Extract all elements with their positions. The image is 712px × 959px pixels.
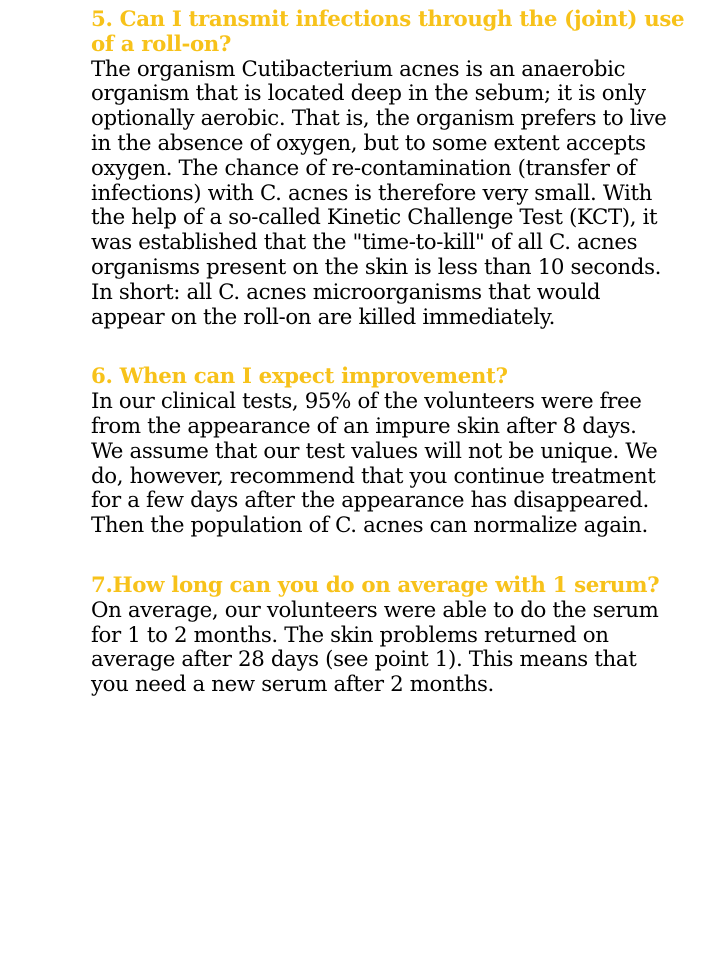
faq-answer-line: In short: all C. acnes microorganisms that would: [91, 279, 601, 305]
faq-answer: [91, 390, 706, 539]
faq-question: [91, 8, 706, 58]
faq-answer-line: average after 28 days (see point 1). This means that: [91, 647, 637, 673]
faq-answer-line: In our clinical tests, 95% of the volunteers were free: [91, 389, 642, 415]
faq-answer-line: for a few days after the appearance has disappeared.: [91, 488, 649, 514]
faq-question-line: 6. When can I expect improvement?: [91, 364, 508, 390]
faq-question-line: 5. Can I transmit infections through the (joint) use: [91, 7, 685, 32]
faq-answer-line: in the absence of oxygen, but to some extent accepts: [91, 130, 646, 156]
faq-answer: [91, 58, 706, 331]
faq-answer: [91, 599, 706, 698]
faq-answer-line: organisms present on the skin is less than 10 seconds.: [91, 254, 662, 280]
faq-answer-line: do, however, recommend that you continue treatment: [91, 463, 656, 489]
faq-question: [91, 365, 706, 390]
faq-answer-line: infections) with C. acnes is therefore very small. With: [91, 180, 653, 206]
faq-answer-line: optionally aerobic. That is, the organism prefers to live: [91, 106, 667, 132]
faq-answer-line: the help of a so-called Kinetic Challenge Test (KCT), it: [91, 205, 658, 231]
faq-answer-line: On average, our volunteers were able to do the serum: [91, 597, 659, 623]
faq-answer-line: The organism Cutibacterium acnes is an anaerobic: [91, 56, 626, 82]
faq-answer-line: We assume that our test values will not be unique. We: [91, 438, 658, 464]
faq-answer-line: was established that the "time-to-kill" of all C. acnes: [91, 230, 638, 256]
faq-question-line: 7.How long can you do on average with 1 serum?: [91, 572, 660, 598]
faq-answer-line: oxygen. The chance of re-contamination (transfer of: [91, 155, 636, 181]
faq-item-6: [91, 365, 706, 539]
faq-question: [91, 574, 706, 599]
faq-item-5: [91, 8, 706, 330]
faq-answer-line: for 1 to 2 months. The skin problems returned on: [91, 622, 609, 648]
faq-document: [91, 8, 706, 733]
faq-answer-line: Then the population of C. acnes can normalize again.: [91, 513, 648, 539]
faq-question-line: of a roll-on?: [91, 31, 232, 57]
faq-answer-line: from the appearance of an impure skin after 8 days.: [91, 413, 637, 439]
faq-answer-line: appear on the roll-on are killed immediately.: [91, 304, 556, 330]
faq-answer-line: you need a new serum after 2 months.: [91, 672, 494, 698]
faq-answer-line: organism that is located deep in the sebum; it is only: [91, 81, 646, 107]
faq-item-7: [91, 574, 706, 698]
